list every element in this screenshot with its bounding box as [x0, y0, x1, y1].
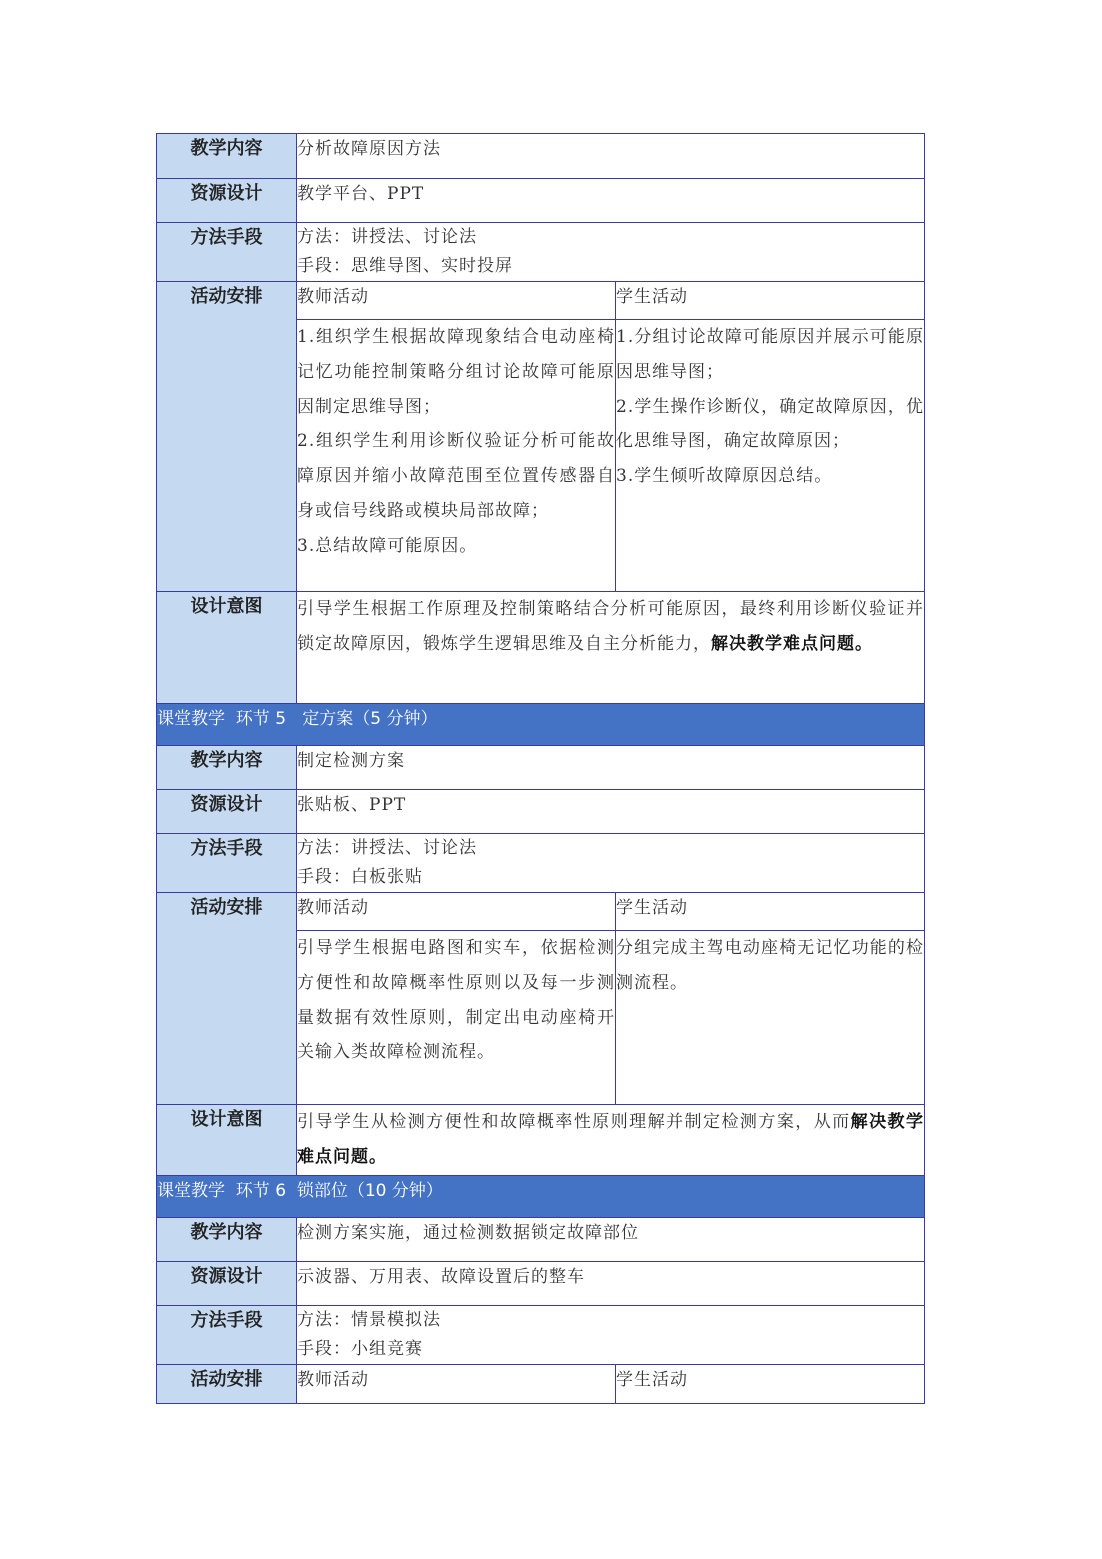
means-line: 手段：思维导图、实时投屏 — [297, 256, 513, 276]
design-intent-value — [297, 1105, 925, 1176]
student-activity-header: 学生活动 — [616, 893, 925, 931]
row-content-2 — [157, 746, 925, 790]
label-teaching-content: 教学内容 — [157, 746, 297, 790]
student-activity-header: 学生活动 — [616, 1365, 925, 1404]
section-title-6: 课堂教学 环节 6 锁部位（10 分钟） — [157, 1176, 925, 1218]
teacher-activity-header: 教师活动 — [297, 893, 616, 931]
methods-value — [297, 834, 925, 893]
method-line: 方法：讲授法、讨论法 — [297, 838, 477, 858]
row-methods-2 — [157, 834, 925, 893]
label-design-intent: 设计意图 — [157, 1105, 297, 1176]
method-line: 方法：讲授法、讨论法 — [297, 227, 477, 247]
row-intent-2 — [157, 1105, 925, 1176]
resource-design-value: 张贴板、PPT — [297, 790, 925, 834]
label-resource-design: 资源设计 — [157, 179, 297, 223]
means-line: 手段：小组竞赛 — [297, 1339, 423, 1359]
label-resource-design: 资源设计 — [157, 790, 297, 834]
label-methods: 方法手段 — [157, 1306, 297, 1365]
row-resources-1 — [157, 179, 925, 223]
row-activities-header-3 — [157, 1365, 925, 1404]
row-activities-header-1 — [157, 282, 925, 320]
teacher-activity-text: 引导学生根据电路图和实车，依据检测方便性和故障概率性原则以及每一步测量数据有效性原则，制定出电动座椅开关输入类故障检测流程。 — [297, 931, 616, 1105]
label-methods: 方法手段 — [157, 834, 297, 893]
design-intent-text: 引导学生从检测方便性和故障概率性原则理解并制定检测方案，从而 — [297, 1112, 851, 1132]
design-intent-emphasis: 解决教学难点问题。 — [297, 1112, 925, 1167]
design-intent-text: 引导学生根据工作原理及控制策略结合分析可能原因，最终利用诊断仪验证并锁定故障原因，锻炼学生逻辑思维及自主分析能力， — [297, 599, 924, 654]
teaching-content-value: 制定检测方案 — [297, 746, 925, 790]
label-activities: 活动安排 — [157, 1365, 297, 1404]
row-methods-1 — [157, 223, 925, 282]
label-activities: 活动安排 — [157, 282, 297, 592]
method-line: 方法：情景模拟法 — [297, 1310, 441, 1330]
label-activities: 活动安排 — [157, 893, 297, 1105]
student-activity-header: 学生活动 — [616, 282, 925, 320]
label-methods: 方法手段 — [157, 223, 297, 282]
methods-value — [297, 1306, 925, 1365]
resource-design-value: 教学平台、PPT — [297, 179, 925, 223]
section-header-5 — [157, 704, 925, 746]
teacher-activity-content: 1.组织学生根据故障现象结合电动座椅记忆功能控制策略分组讨论故障可能原因制定思维导图； 2.组织学生利用诊断仪验证分析可能故障原因并缩小故障范围至位置传感器自身或信号线路或模块局部故障； 3.总结故障可能原因。 — [297, 327, 615, 556]
row-content-3 — [157, 1218, 925, 1262]
label-design-intent: 设计意图 — [157, 592, 297, 704]
teacher-activity-text — [297, 320, 616, 592]
row-activities-header-2 — [157, 893, 925, 931]
design-intent-value — [297, 592, 925, 704]
teacher-activity-header: 教师活动 — [297, 1365, 616, 1404]
student-activity-content: 1.分组讨论故障可能原因并展示可能原因思维导图； 2.学生操作诊断仪，确定故障原因，优化思维导图，确定故障原因； 3.学生倾听故障原因总结。 — [616, 327, 924, 487]
resource-design-value: 示波器、万用表、故障设置后的整车 — [297, 1262, 925, 1306]
student-activity-text: 分组完成主驾电动座椅无记忆功能的检测流程。 — [616, 931, 925, 1105]
row-content-1 — [157, 134, 925, 179]
label-teaching-content: 教学内容 — [157, 134, 297, 179]
label-teaching-content: 教学内容 — [157, 1218, 297, 1262]
means-line: 手段：白板张贴 — [297, 867, 423, 887]
lesson-plan-table — [156, 133, 925, 1404]
design-intent-emphasis: 解决教学难点问题。 — [711, 634, 873, 654]
teaching-content-value: 检测方案实施，通过检测数据锁定故障部位 — [297, 1218, 925, 1262]
methods-value — [297, 223, 925, 282]
section-header-6 — [157, 1176, 925, 1218]
row-resources-3 — [157, 1262, 925, 1306]
section-title-5: 课堂教学 环节 5 定方案（5 分钟） — [157, 704, 925, 746]
row-intent-1 — [157, 592, 925, 704]
label-resource-design: 资源设计 — [157, 1262, 297, 1306]
teacher-activity-header: 教师活动 — [297, 282, 616, 320]
student-activity-text — [616, 320, 925, 592]
row-methods-3 — [157, 1306, 925, 1365]
row-resources-2 — [157, 790, 925, 834]
teaching-content-value: 分析故障原因方法 — [297, 134, 925, 179]
